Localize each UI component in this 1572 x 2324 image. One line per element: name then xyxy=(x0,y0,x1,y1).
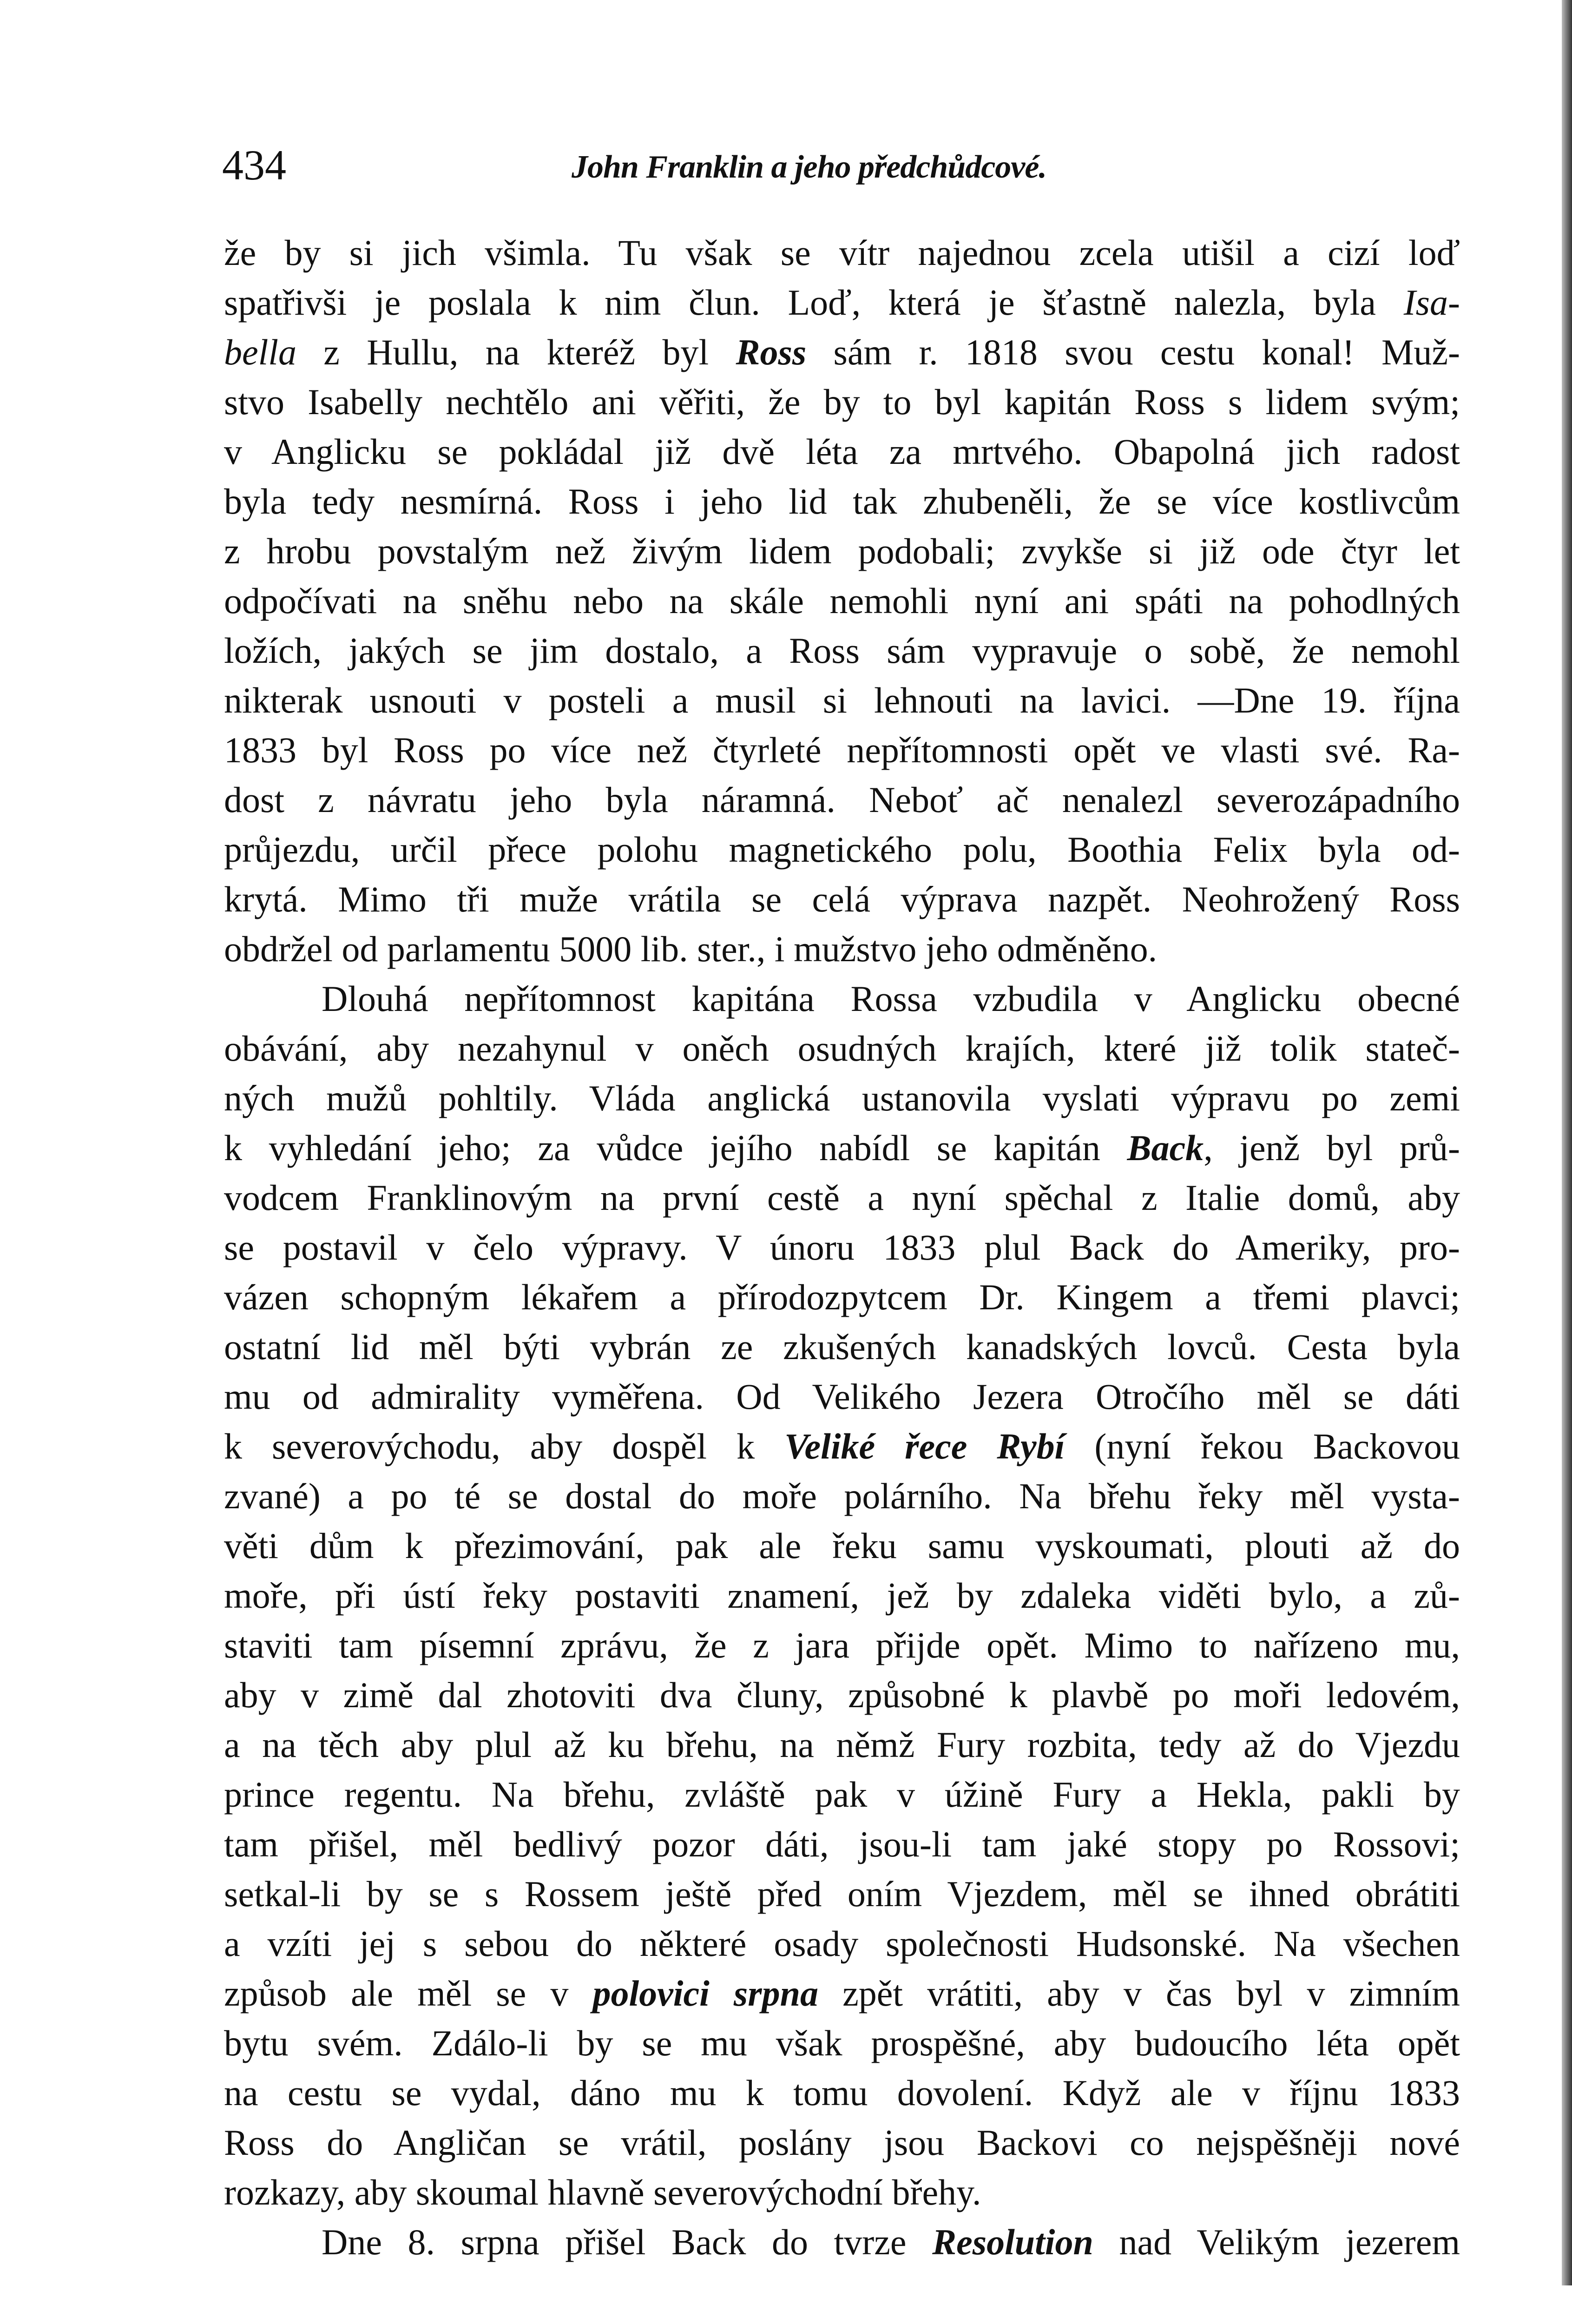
text-run: nad Velikým jezerem xyxy=(1093,2222,1460,2262)
text-run: krytá. Mimo tři muže vrátila se celá výprava nazpět. Neohrožený Ross xyxy=(224,879,1460,919)
text-line xyxy=(224,2217,1460,2267)
text-run: a na těch aby plul až ku břehu, na němž Fury rozbita, tedy až do Vjezdu xyxy=(224,1724,1460,1765)
text-line xyxy=(224,1372,1460,1421)
text-line xyxy=(224,974,1460,1023)
text-line xyxy=(224,1620,1460,1670)
text-line xyxy=(224,924,1460,974)
text-run: moře, při ústí řeky postaviti znamení, jež by zdaleka viděti bylo, a zů- xyxy=(224,1575,1460,1616)
text-line xyxy=(224,1272,1460,1322)
text-run: z Hullu, na kteréž byl xyxy=(296,332,736,372)
text-run: že by si jich všimla. Tu však se vítr najednou zcela utišil a cizí loď xyxy=(224,232,1460,273)
text-run: způsob ale měl se v xyxy=(224,1973,593,2014)
text-run: průjezdu, určil přece polohu magnetického polu, Boothia Felix byla od- xyxy=(224,829,1460,870)
text-run: zvané) a po té se dostal do moře polárního. Na břehu řeky měl vysta- xyxy=(224,1476,1460,1516)
body-text xyxy=(224,228,1460,2267)
text-line xyxy=(224,1720,1460,1769)
text-run: a vzíti jej s sebou do některé osady společnosti Hudsonské. Na všechen xyxy=(224,1923,1460,1964)
text-run: Ross do Angličan se vrátil, poslány jsou Backovi co nejspěšněji nové xyxy=(224,2122,1460,2163)
text-line xyxy=(224,825,1460,874)
text-run: Dne 8. srpna přišel Back do tvrze xyxy=(322,2222,933,2262)
text-line xyxy=(224,228,1460,277)
text-run: (nyní řekou Backovou xyxy=(1065,1426,1460,1466)
text-line xyxy=(224,675,1460,725)
text-line xyxy=(224,775,1460,825)
text-run: ostatní lid měl býti vybrán ze zkušených kanadských lovců. Cesta byla xyxy=(224,1327,1460,1367)
page-number: 434 xyxy=(222,141,286,189)
text-line xyxy=(224,1571,1460,1620)
text-line xyxy=(224,1322,1460,1372)
text-run: prince regentu. Na břehu, zvláště pak v úžině Fury a Hekla, pakli by xyxy=(224,1774,1460,1815)
text-run: setkal-li by se s Rossem ještě před oním Vjezdem, měl se ihned obrátiti xyxy=(224,1874,1460,1914)
text-run: Dlouhá nepřítomnost kapitána Rossa vzbudila v Anglicku obecné xyxy=(322,978,1460,1019)
text-run: nikterak usnouti v posteli a musil si lehnouti na lavici. —Dne 19. října xyxy=(224,680,1460,720)
text-run: zpět vrátiti, aby v čas byl v zimním xyxy=(818,1973,1460,2014)
text-run: z hrobu povstalým než živým lidem podobali; zvykše si již ode čtyr let xyxy=(224,531,1460,571)
emphasized-text: Back xyxy=(1127,1128,1204,1168)
text-line xyxy=(224,476,1460,526)
text-line xyxy=(224,2018,1460,2068)
text-line xyxy=(224,1173,1460,1222)
emphasized-text: Isa- xyxy=(1403,282,1460,323)
text-line xyxy=(224,277,1460,327)
text-run: k vyhledání jeho; za vůdce jejího nabídl se kapitán xyxy=(224,1128,1127,1168)
text-line xyxy=(224,1670,1460,1720)
text-run: stvo Isabelly nechtělo ani věřiti, že by to byl kapitán Ross s lidem svým; xyxy=(224,382,1460,422)
text-line xyxy=(224,1471,1460,1521)
text-line xyxy=(224,1819,1460,1869)
emphasized-text: polovici srpna xyxy=(592,1973,818,2014)
text-line xyxy=(224,1222,1460,1272)
text-run: sám r. 1818 svou cestu konal! Muž- xyxy=(806,332,1460,372)
text-line xyxy=(224,377,1460,427)
text-line xyxy=(224,427,1460,476)
text-run: aby v zimě dal zhotoviti dva čluny, způsobné k plavbě po moři ledovém, xyxy=(224,1675,1460,1715)
emphasized-text: Resolution xyxy=(932,2222,1093,2262)
text-run: vázen schopným lékařem a přírodozpytcem Dr. Kingem a třemi plavci; xyxy=(224,1277,1460,1317)
text-line xyxy=(224,1421,1460,1471)
text-run: 1833 byl Ross po více než čtyrleté nepřítomnosti opět ve vlasti své. Ra- xyxy=(224,730,1460,770)
text-line xyxy=(224,1073,1460,1123)
text-line xyxy=(224,1919,1460,1968)
text-run: se postavil v čelo výpravy. V únoru 1833 plul Back do Ameriky, pro- xyxy=(224,1227,1460,1268)
text-run: k severovýchodu, aby dospěl k xyxy=(224,1426,785,1466)
text-line xyxy=(224,1869,1460,1919)
text-run: obdržel od parlamentu 5000 lib. ster., i mužstvo jeho odměněno. xyxy=(224,929,1158,969)
text-run: ložích, jakých se jim dostalo, a Ross sám vypravuje o sobě, že nemohl xyxy=(224,630,1460,671)
text-run: na cestu se vydal, dáno mu k tomu dovolení. Když ale v říjnu 1833 xyxy=(224,2073,1460,2113)
text-run: rozkazy, aby skoumal hlavně severovýchodní břehy. xyxy=(224,2172,981,2212)
scan-edge-shadow xyxy=(1562,0,1572,2285)
text-run: byla tedy nesmírná. Ross i jeho lid tak zhubeněli, že se více kostlivcům xyxy=(224,481,1460,522)
text-line xyxy=(224,1521,1460,1571)
text-run: bytu svém. Zdálo-li by se mu však prospěšné, aby budoucího léta opět xyxy=(224,2023,1460,2063)
text-line xyxy=(224,725,1460,775)
running-title: John Franklin a jeho předchůdcové. xyxy=(572,149,1046,185)
text-line xyxy=(224,1123,1460,1173)
text-run: spatřivši je poslala k nim člun. Loď, která je šťastně nalezla, byla xyxy=(224,282,1404,323)
text-run: v Anglicku se pokládal již dvě léta za mrtvého. Obapolná jich radost xyxy=(224,431,1460,472)
emphasized-text: bella xyxy=(224,332,296,372)
page-header xyxy=(0,139,1572,228)
text-run: odpočívati na sněhu nebo na skále nemohli nyní ani spáti na pohodlných xyxy=(224,581,1460,621)
text-line xyxy=(224,2068,1460,2118)
text-line xyxy=(224,1023,1460,1073)
text-line xyxy=(224,526,1460,576)
emphasized-text: Ross xyxy=(736,332,807,372)
text-line xyxy=(224,576,1460,626)
text-line xyxy=(224,874,1460,924)
text-run: , jenž byl prů- xyxy=(1204,1128,1460,1168)
text-run: ných mužů pohltily. Vláda anglická ustanovila vyslati výpravu po zemi xyxy=(224,1078,1460,1118)
emphasized-text: Veliké řece Rybí xyxy=(784,1426,1065,1466)
text-run: věti dům k přezimování, pak ale řeku samu vyskoumati, plouti až do xyxy=(224,1525,1460,1566)
text-line xyxy=(224,1968,1460,2018)
text-run: mu od admirality vyměřena. Od Velikého Jezera Otročího měl se dáti xyxy=(224,1376,1460,1417)
text-line xyxy=(224,2167,1460,2217)
text-line xyxy=(224,626,1460,675)
text-line xyxy=(224,327,1460,377)
text-run: tam přišel, měl bedlivý pozor dáti, jsou-li tam jaké stopy po Rossovi; xyxy=(224,1824,1460,1864)
text-run: vodcem Franklinovým na první cestě a nyní spěchal z Italie domů, aby xyxy=(224,1177,1460,1218)
text-line xyxy=(224,2118,1460,2167)
text-run: obávání, aby nezahynul v oněch osudných krajích, které již tolik stateč- xyxy=(224,1028,1460,1069)
text-run: dost z návratu jeho byla náramná. Neboť ač nenalezl severozápadního xyxy=(224,779,1460,820)
text-run: staviti tam písemní zprávu, že z jara přijde opět. Mimo to nařízeno mu, xyxy=(224,1625,1460,1665)
text-line xyxy=(224,1769,1460,1819)
